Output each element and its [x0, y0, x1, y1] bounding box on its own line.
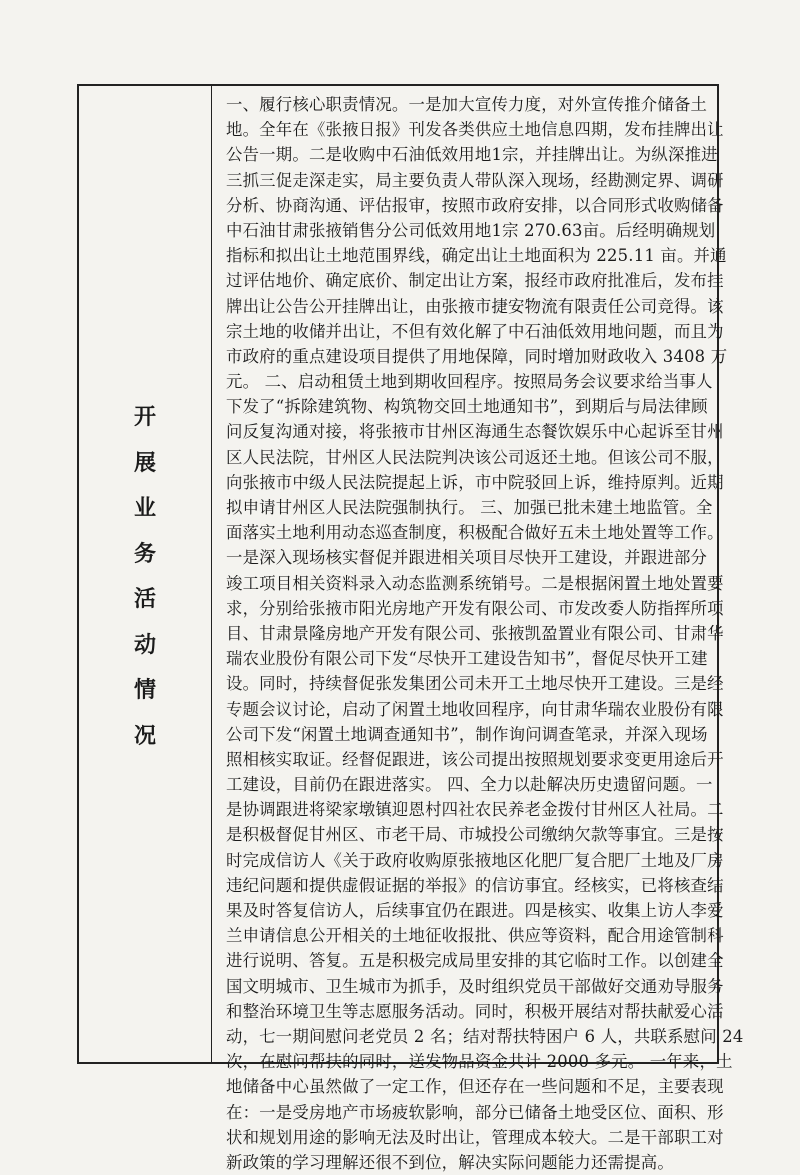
text-line: 进行说明、答复。五是积极完成局里安排的其它临时工作。以创建全	[226, 951, 724, 971]
text-line: 国文明城市、卫生城市为抓手，及时组织党员干部做好交通劝导服务	[226, 976, 724, 996]
text-line: 指标和拟出让土地范围界线，确定出让土地面积为 225.11 亩。并通	[226, 246, 727, 266]
text-line: 时完成信访人《关于政府收购原张掖地区化肥厂复合肥厂土地及厂房	[226, 850, 724, 870]
text-line: 下发了“拆除建筑物、构筑物交回土地通知书”，到期后与局法律顾	[226, 397, 708, 417]
text-line: 竣工项目相关资料录入动态监测系统销号。二是根据闲置土地处置要	[226, 573, 724, 593]
text-line: 次，在慰问帮扶的同时，送发物品资金共计 2000 多元。 一年来，土	[226, 1052, 733, 1072]
text-line: 向张掖市中级人民法院提起上诉，市中院驳回上诉，维持原判。近期	[226, 472, 724, 492]
text-line: 元。 二、启动租赁土地到期收回程序。按照局务会议要求给当事人	[226, 372, 713, 392]
label-char: 开	[133, 405, 156, 430]
row-label	[134, 406, 156, 770]
text-line: 果及时答复信访人，后续事宜仍在跟进。四是核实、收集上访人李爱	[226, 901, 724, 920]
text-line: 状和规划用途的影响无法及时出让，管理成本较大。二是干部职工对	[226, 1127, 724, 1147]
text-line: 地。全年在《张掖日报》刊发各类供应土地信息四期，发布挂牌出让	[226, 120, 724, 140]
text-line: 是积极督促甘州区、市老干局、市城投公司缴纳欠款等事宜。三是按	[226, 825, 724, 845]
text-line: 动，七一期间慰问老党员 2 名；结对帮扶特困户 6 人，共联系慰问 24	[226, 1026, 744, 1046]
label-char: 务	[133, 541, 156, 567]
text-line: 公告一期。二是收购中石油低效用地1宗，并挂牌出让。为纵深推进	[226, 145, 718, 165]
form-table	[77, 84, 744, 1172]
text-line: 公司下发“闲置土地调查通知书”，制作询问调查笔录，并深入现场	[226, 724, 708, 744]
text-line: 面落实土地利用动态巡查制度，积极配合做好五未土地处置等工作。	[226, 523, 724, 543]
text-line: 照相核实取证。经督促跟进，该公司提出按照规划要求变更用途后开	[226, 749, 724, 769]
text-line: 专题会议讨论，启动了闲置土地收回程序，向甘肃华瑞农业股份有限	[226, 699, 724, 719]
text-line: 牌出让公告公开挂牌出让，由张掖市捷安物流有限责任公司竞得。该	[226, 296, 724, 316]
text-line: 兰申请信息公开相关的土地征收报批、供应等资料，配合用途管制科	[226, 926, 724, 946]
text-line: 求，分别给张掖市阳光房地产开发有限公司、市发改委人防指挥所项	[226, 598, 724, 618]
text-line: 分析、协商沟通、评估报审，按照市政府安排，以合同形式收购储备	[226, 195, 724, 215]
text-line: 和整治环境卫生等志愿服务活动。同时，积极开展结对帮扶献爱心活	[226, 1001, 724, 1021]
label-char: 况	[133, 723, 156, 749]
text-line: 区人民法院，甘州区人民法院判决该公司返还土地。但该公司不服，	[226, 447, 724, 467]
text-line: 拟申请甘州区人民法院强制执行。 三、加强已批未建土地监管。全	[226, 498, 713, 517]
text-line: 瑞农业股份有限公司下发“尽快开工建设告知书”，督促尽快开工建	[226, 649, 708, 669]
label-char: 情	[133, 678, 156, 703]
text-line: 新政策的学习理解还很不到位，解决实际问题能力还需提高。	[226, 1152, 674, 1172]
text-line: 市政府的重点建设项目提供了用地保障，同时增加财政收入 3408 万	[226, 346, 728, 366]
label-char: 活	[133, 587, 156, 612]
label-char: 展	[133, 450, 156, 476]
text-line: 工建设，目前仍在跟进落实。 四、全力以赴解决历史遗留问题。一	[226, 775, 713, 795]
content-cell	[212, 86, 750, 1172]
text-line: 一、履行核心职责情况。一是加大宣传力度，对外宣传推介储备土	[226, 95, 708, 114]
text-line: 宗土地的收储并出让，不但有效化解了中石油低效用地问题，而且为	[226, 321, 724, 341]
text-line: 三抓三促走深走实，局主要负责人带队深入现场，经勘测定界、调研	[226, 170, 724, 190]
text-line: 过评估地价、确定底价、制定出让方案，报经市政府批准后，发布挂	[226, 271, 724, 291]
text-line: 目、甘肃景隆房地产开发有限公司、张掖凯盈置业有限公司、甘肃华	[226, 623, 724, 643]
text-line: 地储备中心虽然做了一定工作，但还存在一些问题和不足，主要表现	[226, 1077, 724, 1097]
text-line: 违纪问题和提供虚假证据的举报》的信访事宜。经核实，已将核查结	[226, 875, 724, 895]
text-line: 中石油甘肃张掖销售分公司低效用地1宗 270.63亩。后经明确规划	[226, 220, 716, 240]
text-line: 在：一是受房地产市场疲软影响，部分已储备土地受区位、面积、形	[226, 1102, 724, 1122]
text-line: 是协调跟进将梁家墩镇迎恩村四社农民养老金拨付甘州区人社局。二	[226, 800, 724, 820]
label-char: 动	[133, 632, 156, 658]
text-line: 问反复沟通对接，将张掖市甘州区海通生态餐饮娱乐中心起诉至甘州	[226, 422, 724, 442]
text-line: 一是深入现场核实督促并跟进相关项目尽快开工建设，并跟进部分	[226, 548, 708, 568]
text-line: 设。同时，持续督促张发集团公司未开工土地尽快开工建设。三是经	[226, 674, 724, 694]
label-char: 业	[133, 496, 156, 521]
row-label-cell	[79, 86, 212, 1062]
